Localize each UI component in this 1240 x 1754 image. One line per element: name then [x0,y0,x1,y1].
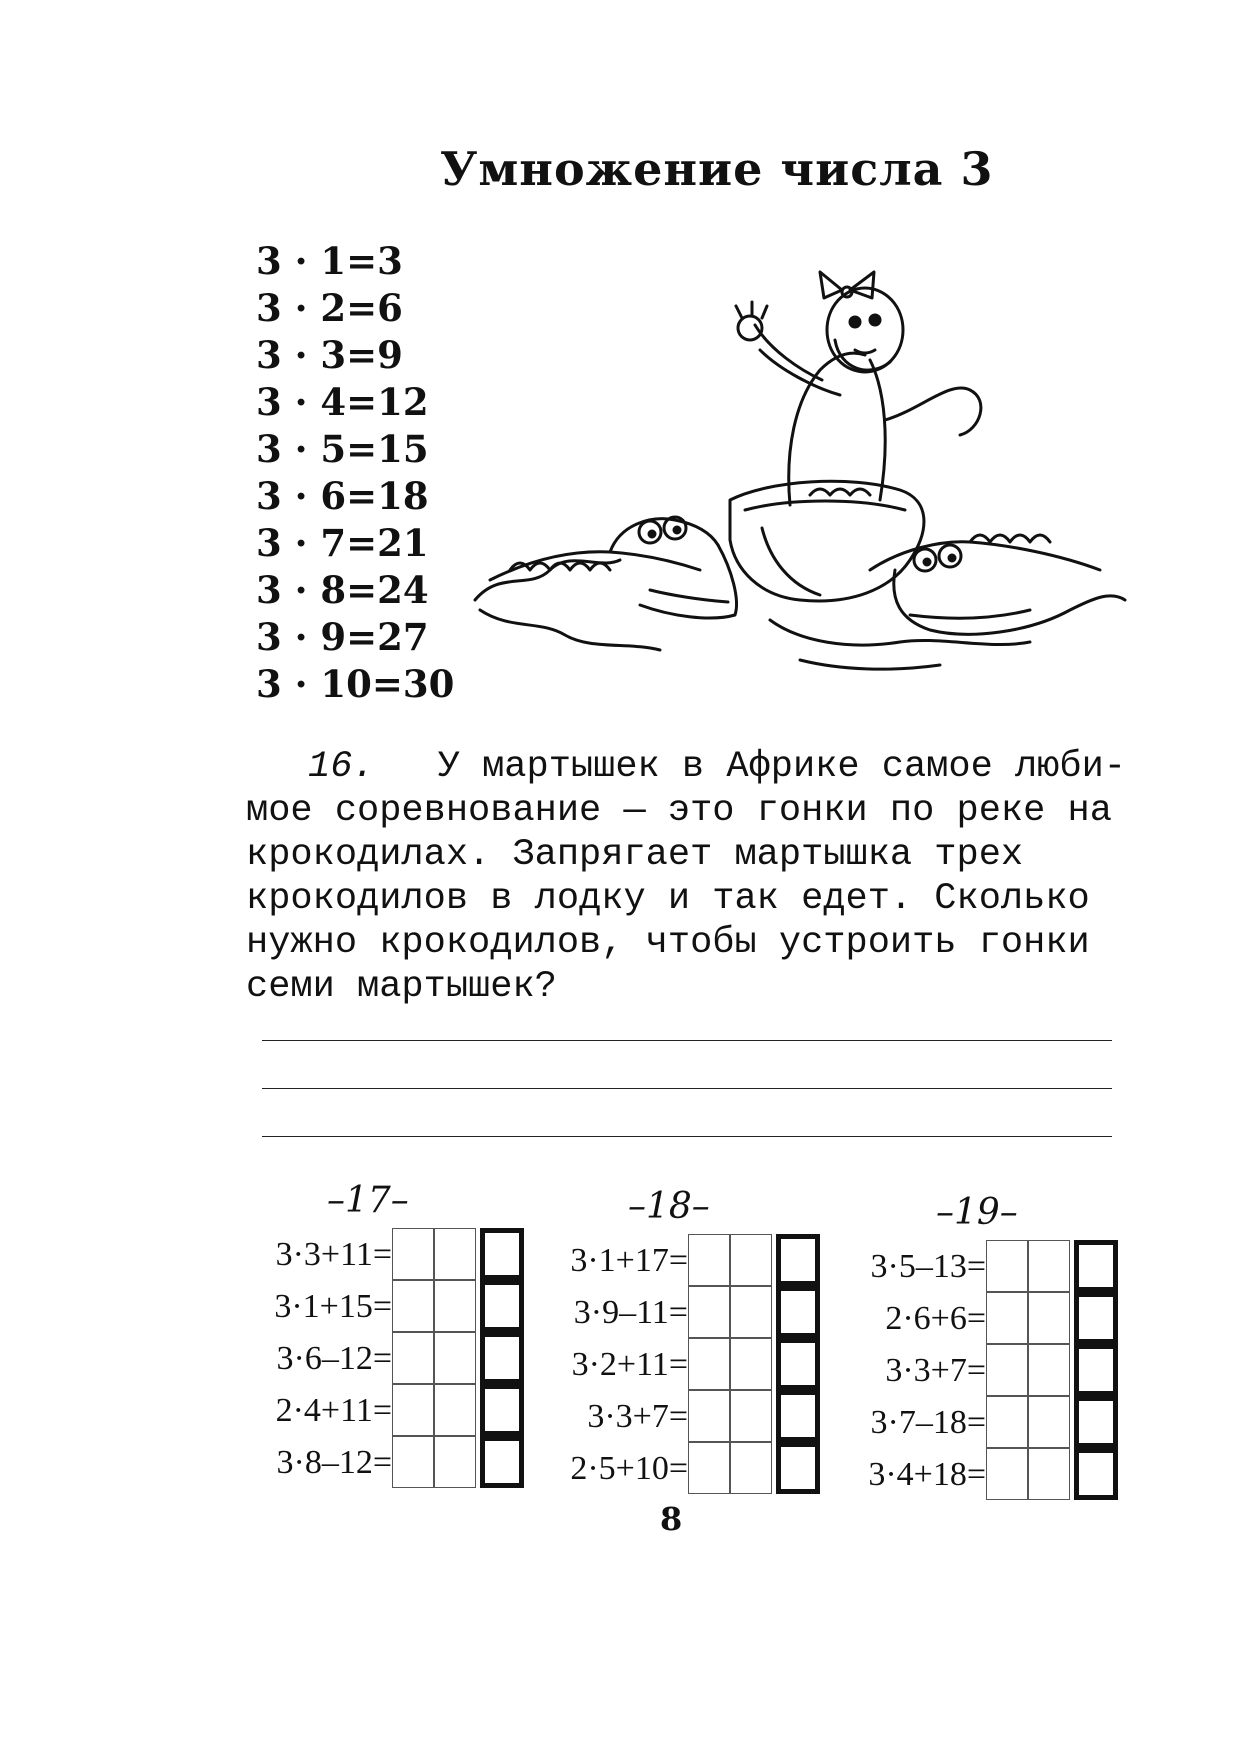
table-row: 3 · 9=27 [256,615,429,659]
exercise-row [222,1228,522,1280]
table-row: 3 · 6=18 [256,474,429,518]
exercise-row [518,1338,818,1390]
digit-cell[interactable] [434,1280,476,1332]
answer-line[interactable] [262,1136,1112,1137]
digit-cell[interactable] [986,1396,1028,1448]
answer-cells[interactable] [688,1390,818,1442]
problem-text-line: У мартышек в Африке самое люби- [437,746,1126,788]
digit-cell[interactable] [688,1338,730,1390]
answer-cells[interactable] [688,1338,818,1390]
digit-cell[interactable] [392,1332,434,1384]
problem-text-line: нужно крокодилов, чтобы устроить гонки [246,922,1090,964]
digit-cell[interactable] [434,1332,476,1384]
exercise-expression: 3·4+18= [868,1456,986,1493]
table-row: 3 · 7=21 [256,521,429,565]
problem-text-line: крокодилов в лодку и так едет. Сколько [246,878,1090,920]
exercise-expression: 3·5–13= [870,1248,986,1285]
answer-cells[interactable] [986,1240,1116,1292]
digit-cell[interactable] [1028,1448,1070,1500]
page-title: Умножение числа 3 [440,142,994,196]
result-box[interactable] [1074,1344,1118,1396]
exercise-expression: 3·1+17= [570,1242,688,1279]
problem-line-2 [246,789,1126,833]
answer-cells[interactable] [986,1396,1116,1448]
digit-cell[interactable] [730,1442,772,1494]
exercise-expression: 3·3+7= [885,1352,986,1389]
table-row: 3 · 8=24 [256,568,429,612]
digit-cell[interactable] [688,1286,730,1338]
answer-cells[interactable] [986,1292,1116,1344]
problem-text-line: крокодилах. Запрягает мартышка трех [246,834,1024,876]
result-box[interactable] [776,1234,820,1286]
table-row: 3 · 3=9 [256,333,403,377]
exercise-label: –18– [628,1186,710,1227]
digit-cell[interactable] [730,1390,772,1442]
exercise-expression: 3·3+11= [275,1236,392,1273]
digit-cell[interactable] [1028,1240,1070,1292]
digit-cell[interactable] [730,1338,772,1390]
answer-cells[interactable] [392,1436,522,1488]
digit-cell[interactable] [730,1234,772,1286]
answer-cells[interactable] [986,1344,1116,1396]
digit-cell[interactable] [986,1292,1028,1344]
answer-cells[interactable] [688,1234,818,1286]
exercise-row [222,1436,522,1488]
digit-cell[interactable] [434,1228,476,1280]
multiplication-table [256,238,454,708]
problem-line-1 [246,745,1126,789]
digit-cell[interactable] [986,1448,1028,1500]
exercise-label: –19– [936,1192,1018,1233]
table-row: 3 · 4=12 [256,380,429,424]
answer-cells[interactable] [688,1442,818,1494]
exercise-row [816,1240,1116,1292]
exercise-expression: 2·4+11= [275,1392,392,1429]
exercise-expression: 2·5+10= [570,1450,688,1487]
table-row: 3 · 10=30 [256,662,455,706]
digit-cell[interactable] [392,1228,434,1280]
answer-cells[interactable] [986,1448,1116,1500]
exercise-row [816,1396,1116,1448]
digit-cell[interactable] [730,1286,772,1338]
exercise-expression: 3·1+15= [274,1288,392,1325]
problem-line-5 [246,921,1126,965]
result-box[interactable] [1074,1292,1118,1344]
exercise-row [518,1234,818,1286]
problem-text-line: мое соревнование — это гонки по реке на [246,790,1112,832]
problem-line-6 [246,965,1126,1009]
problem-text-line: семи мартышек? [246,966,557,1008]
answer-cells[interactable] [688,1286,818,1338]
exercise-expression: 3·2+11= [571,1346,688,1383]
digit-cell[interactable] [434,1436,476,1488]
exercise-row [816,1344,1116,1396]
exercise-row [816,1448,1116,1500]
digit-cell[interactable] [1028,1344,1070,1396]
digit-cell[interactable] [392,1436,434,1488]
exercise-row [518,1442,818,1494]
digit-cell[interactable] [986,1344,1028,1396]
answer-cells[interactable] [392,1384,522,1436]
answer-cells[interactable] [392,1228,522,1280]
problem-line-3 [246,833,1126,877]
monkey-crocodiles-illustration [470,270,1130,690]
result-box[interactable] [776,1338,820,1390]
digit-cell[interactable] [1028,1396,1070,1448]
exercise-expression: 3·8–12= [276,1444,392,1481]
problem-number: 16. [308,746,375,788]
result-box[interactable] [1074,1448,1118,1500]
exercise-row [222,1280,522,1332]
exercise-label: –17– [327,1180,409,1221]
answer-cells[interactable] [392,1332,522,1384]
exercise-expression: 3·7–18= [870,1404,986,1441]
exercise-expression: 3·9–11= [573,1294,688,1331]
exercise-expression: 3·3+7= [587,1398,688,1435]
digit-cell[interactable] [434,1384,476,1436]
result-box[interactable] [776,1442,820,1494]
result-box[interactable] [776,1390,820,1442]
word-problem [246,745,1126,1009]
table-row: 3 · 5=15 [256,427,429,471]
exercise-row [816,1292,1116,1344]
exercise-row [518,1390,818,1442]
exercise-row [518,1286,818,1338]
digit-cell[interactable] [688,1234,730,1286]
table-row: 3 · 2=6 [256,286,403,330]
exercise-expression: 3·6–12= [276,1340,392,1377]
result-box[interactable] [1074,1396,1118,1448]
digit-cell[interactable] [688,1442,730,1494]
answer-line[interactable] [262,1040,1112,1041]
exercise-expression: 2·6+6= [885,1300,986,1337]
digit-cell[interactable] [392,1384,434,1436]
result-box[interactable] [776,1286,820,1338]
answer-cells[interactable] [392,1280,522,1332]
page-number: 8 [660,1500,683,1538]
result-box[interactable] [1074,1240,1118,1292]
digit-cell[interactable] [986,1240,1028,1292]
digit-cell[interactable] [688,1390,730,1442]
table-row: 3 · 1=3 [256,239,403,283]
digit-cell[interactable] [392,1280,434,1332]
digit-cell[interactable] [1028,1292,1070,1344]
answer-line[interactable] [262,1088,1112,1089]
exercise-row [222,1384,522,1436]
problem-line-4 [246,877,1126,921]
exercise-row [222,1332,522,1384]
